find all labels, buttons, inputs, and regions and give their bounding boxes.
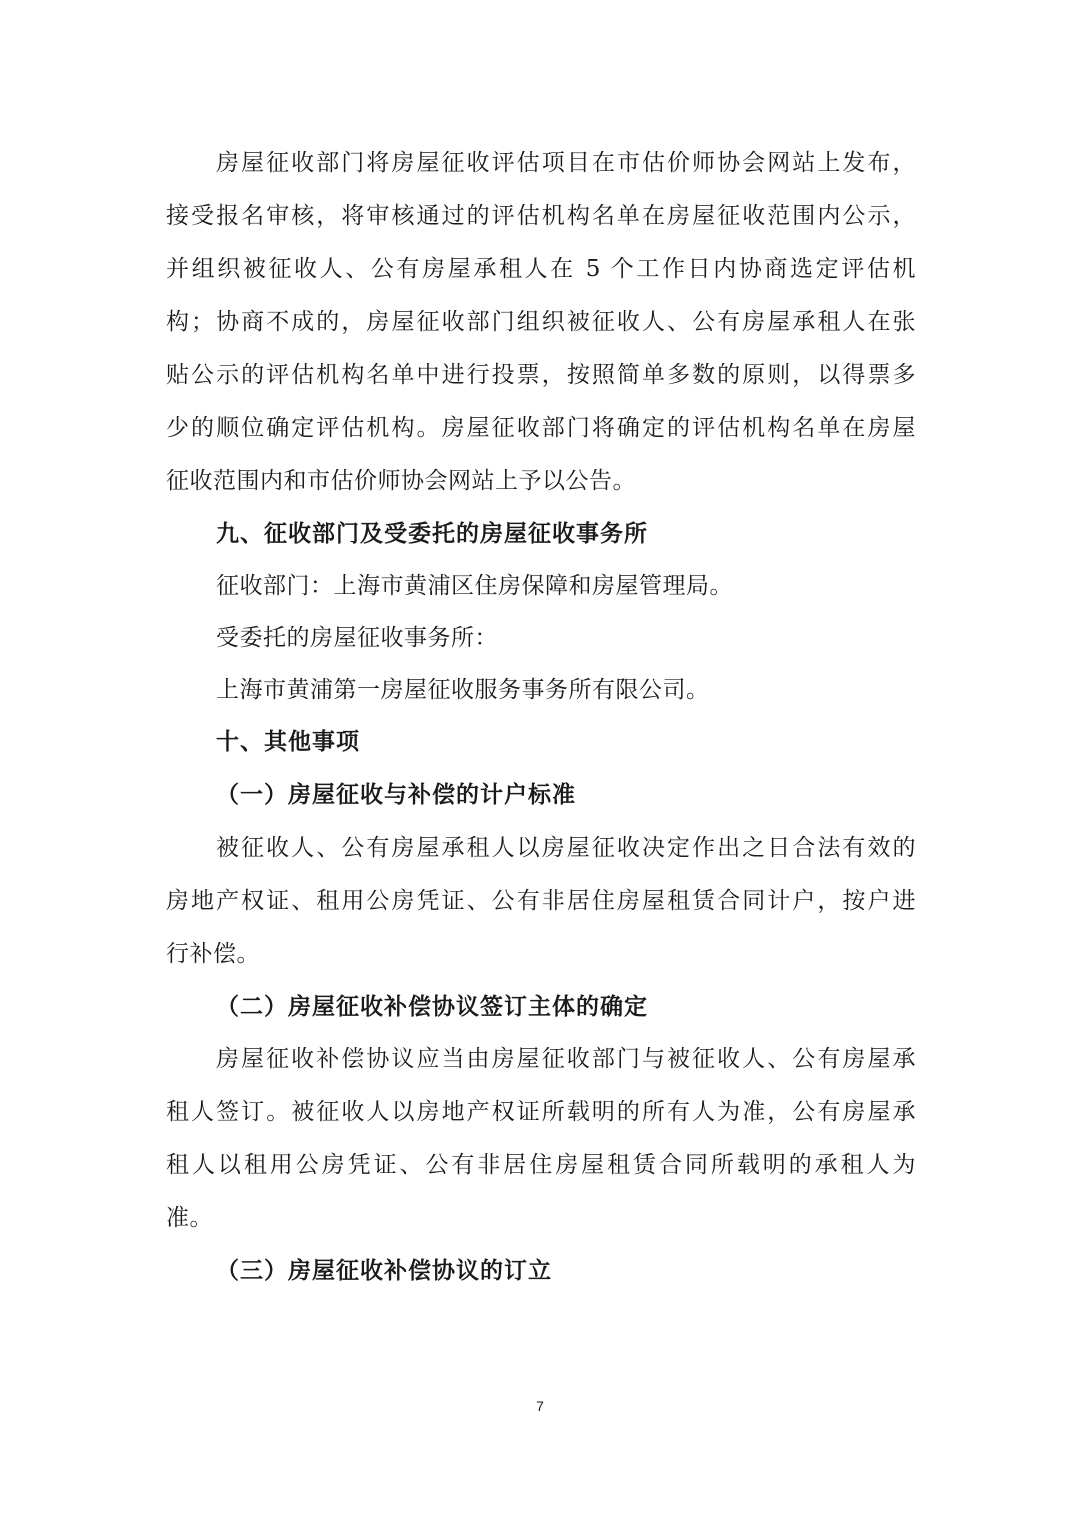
section-heading: 十、其他事项 bbox=[216, 728, 360, 755]
paragraph-line: 构；协商不成的，房屋征收部门组织被征收人、公有房屋承租人在张 bbox=[166, 309, 916, 335]
paragraph-line: 房屋征收补偿协议应当由房屋征收部门与被征收人、公有房屋承 bbox=[216, 1046, 916, 1072]
section-heading: 九、征收部门及受委托的房屋征收事务所 bbox=[216, 520, 648, 547]
subsection-heading: （三）房屋征收补偿协议的订立 bbox=[216, 1257, 552, 1284]
paragraph-line: 少的顺位确定评估机构。房屋征收部门将确定的评估机构名单在房屋 bbox=[166, 415, 916, 441]
paragraph-line: 并组织被征收人、公有房屋承租人在 5 个工作日内协商选定评估机 bbox=[166, 256, 916, 282]
subsection-heading: （二）房屋征收补偿协议签订主体的确定 bbox=[216, 993, 648, 1020]
paragraph-line: 租人签订。被征收人以房地产权证所载明的所有人为准，公有房屋承 bbox=[166, 1099, 916, 1125]
paragraph-line: 行补偿。 bbox=[166, 941, 260, 967]
paragraph-line: 贴公示的评估机构名单中进行投票，按照简单多数的原则，以得票多 bbox=[166, 362, 916, 388]
office-label: 受委托的房屋征收事务所： bbox=[216, 625, 498, 651]
paragraph-line: 房地产权证、租用公房凭证、公有非居住房屋租赁合同计户，按户进 bbox=[166, 888, 916, 914]
paragraph-line: 征收范围内和市估价师协会网站上予以公告。 bbox=[166, 468, 636, 494]
paragraph-line: 被征收人、公有房屋承租人以房屋征收决定作出之日合法有效的 bbox=[216, 835, 916, 861]
dept-line: 征收部门：上海市黄浦区住房保障和房屋管理局。 bbox=[216, 573, 733, 599]
paragraph-line: 准。 bbox=[166, 1205, 213, 1231]
paragraph-line: 房屋征收部门将房屋征收评估项目在市估价师协会网站上发布， bbox=[216, 150, 916, 176]
page-number: 7 bbox=[536, 1398, 544, 1414]
subsection-heading: （一）房屋征收与补偿的计户标准 bbox=[216, 781, 576, 808]
paragraph-line: 租人以租用公房凭证、公有非居住房屋租赁合同所载明的承租人为 bbox=[166, 1152, 916, 1178]
paragraph-line: 接受报名审核，将审核通过的评估机构名单在房屋征收范围内公示， bbox=[166, 203, 916, 229]
office-name: 上海市黄浦第一房屋征收服务事务所有限公司。 bbox=[216, 677, 710, 703]
